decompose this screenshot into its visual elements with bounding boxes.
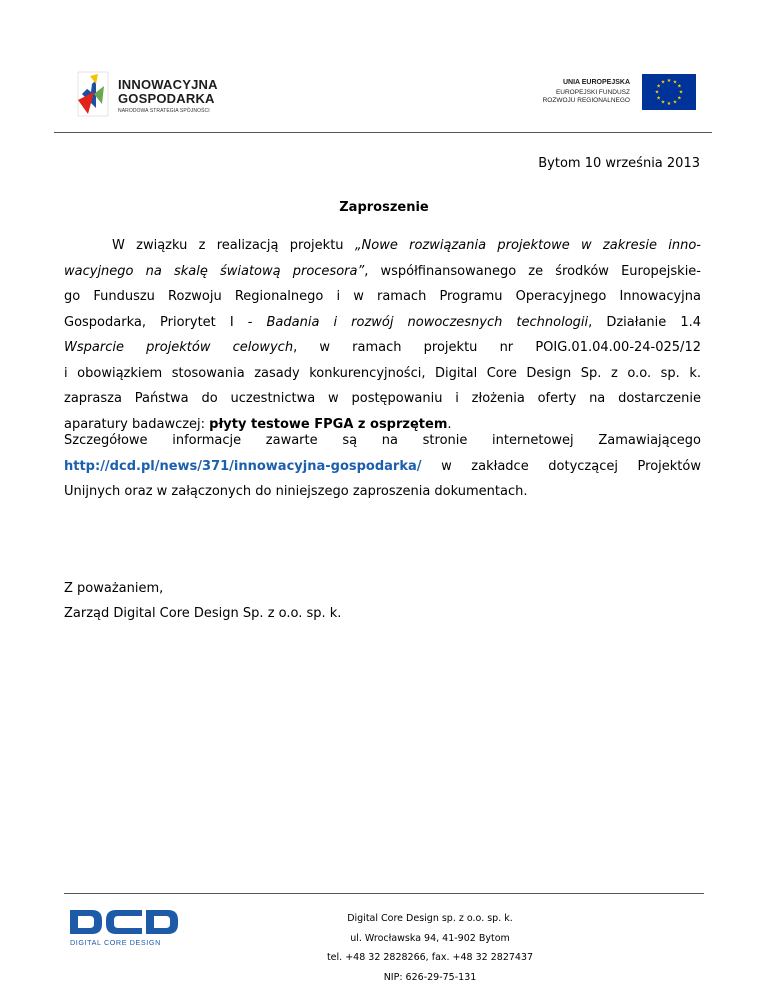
eu-flag-icon bbox=[642, 74, 696, 110]
svg-text:★: ★ bbox=[677, 95, 682, 102]
p1-l1-text: W związku z realizacją projektu bbox=[112, 238, 355, 253]
equipment-name: płyty testowe FPGA z osprzętem bbox=[209, 416, 448, 432]
signature-block bbox=[64, 576, 341, 626]
p1-l4-text: Gospodarka, Priorytet I - bbox=[64, 314, 267, 330]
project-number-text: , w ramach projektu nr POIG.01.04.00-24-025/12 bbox=[293, 340, 701, 355]
paragraph2-line2 bbox=[64, 454, 701, 480]
footer-phone: tel. +48 32 2828266, fax. +48 32 2827437 bbox=[326, 952, 534, 963]
paragraph1-line1 bbox=[64, 233, 701, 259]
footer-address: ul. Wrocławska 94, 41-902 Bytom bbox=[350, 932, 510, 944]
svg-text:★: ★ bbox=[656, 95, 661, 102]
dcd-logo-mark-icon bbox=[70, 910, 178, 934]
footer-nip: NIP: 626-29-75-131 bbox=[383, 971, 477, 983]
paragraph1-line2 bbox=[64, 259, 701, 285]
svg-text:★: ★ bbox=[656, 83, 661, 90]
letter-title: Zaproszenie bbox=[339, 200, 429, 215]
priority-name: Badania i rozwój nowoczesnych technologii bbox=[266, 314, 589, 330]
paragraph2-line3: Unijnych oraz w załączonych do niniejszego zaproszenia dokumentach. bbox=[64, 484, 528, 499]
eu-logo-line1: UNIA EUROPEJSKA bbox=[562, 79, 630, 86]
svg-text:★: ★ bbox=[660, 79, 666, 86]
signatory-name: Zarząd Digital Core Design Sp. z o.o. sp. k. bbox=[64, 606, 342, 621]
p2-l2-text: w zakładce dotyczącej Projektów bbox=[421, 458, 701, 474]
eu-logo-line2: EUROPEJSKI FUNDUSZ bbox=[555, 89, 630, 96]
dcd-logo bbox=[68, 908, 186, 948]
ig-logo-line1: INNOWACYJNA bbox=[118, 77, 218, 92]
company-footer bbox=[290, 909, 570, 987]
action-name: Wsparcie projektów celowych bbox=[64, 340, 294, 355]
paragraph1-line4 bbox=[64, 310, 701, 336]
footer-company: Digital Core Design sp. z o.o. sp. k. bbox=[347, 913, 513, 924]
svg-text:★: ★ bbox=[677, 83, 682, 90]
project-title-part2: wacyjnego na skalę światową procesora” bbox=[64, 263, 365, 279]
closing-greeting: Z poważaniem, bbox=[64, 581, 164, 596]
project-news-link[interactable]: http://dcd.pl/news/371/innowacyjna-gospodarka/ bbox=[64, 458, 422, 474]
invitation-paragraph bbox=[64, 233, 701, 437]
paragraph2-line1: Szczegółowe informacje zawarte są na stronie internetowej Zamawiającego bbox=[64, 433, 701, 448]
svg-text:★: ★ bbox=[654, 89, 660, 96]
paragraph1-line6: i obowiązkiem stosowania zasady konkurencyjności, Digital Core Design Sp. z o.o. sp. k. bbox=[64, 365, 701, 381]
svg-text:★: ★ bbox=[666, 101, 672, 108]
svg-text:★: ★ bbox=[672, 79, 678, 86]
ig-logo-line2: GOSPODARKA bbox=[118, 91, 215, 106]
svg-text:★: ★ bbox=[678, 89, 684, 96]
paragraph1-line7: zaprasza Państwa do uczestnictwa w postępowaniu i złożenia oferty na dostarczenie bbox=[64, 391, 701, 406]
header-divider bbox=[54, 132, 712, 133]
eu-logo bbox=[520, 74, 696, 110]
footer-divider bbox=[64, 893, 704, 894]
p1-l4-action: , Działanie 1.4 bbox=[588, 314, 701, 330]
details-paragraph bbox=[64, 428, 701, 505]
dcd-logo-text: DIGITAL CORE DESIGN bbox=[70, 938, 161, 947]
innowacyjna-gospodarka-emblem-icon bbox=[74, 70, 112, 118]
p1-l2-text: , współfinansowanego ze środków Europejskie- bbox=[364, 263, 701, 279]
innowacyjna-gospodarka-logo bbox=[74, 70, 244, 120]
p1-l8-text: aparatury badawczej: bbox=[64, 416, 210, 432]
svg-text:★: ★ bbox=[672, 99, 678, 106]
letter-date: Bytom 10 września 2013 bbox=[538, 156, 700, 171]
project-title-part1: „Nowe rozwiązania projektowe w zakresie inno- bbox=[354, 238, 701, 253]
paragraph1-line3: go Funduszu Rozwoju Regionalnego i w ramach Programu Operacyjnego Innowacyjna bbox=[64, 289, 701, 304]
paragraph1-line5 bbox=[64, 335, 701, 361]
svg-text:★: ★ bbox=[660, 99, 666, 106]
ig-logo-line3: NARODOWA STRATEGIA SPÓJNOŚCI bbox=[118, 108, 210, 114]
svg-text:★: ★ bbox=[666, 78, 672, 84]
eu-logo-line3: ROZWOJU REGIONALNEGO bbox=[542, 97, 630, 104]
p1-l8-end: . bbox=[447, 416, 452, 432]
